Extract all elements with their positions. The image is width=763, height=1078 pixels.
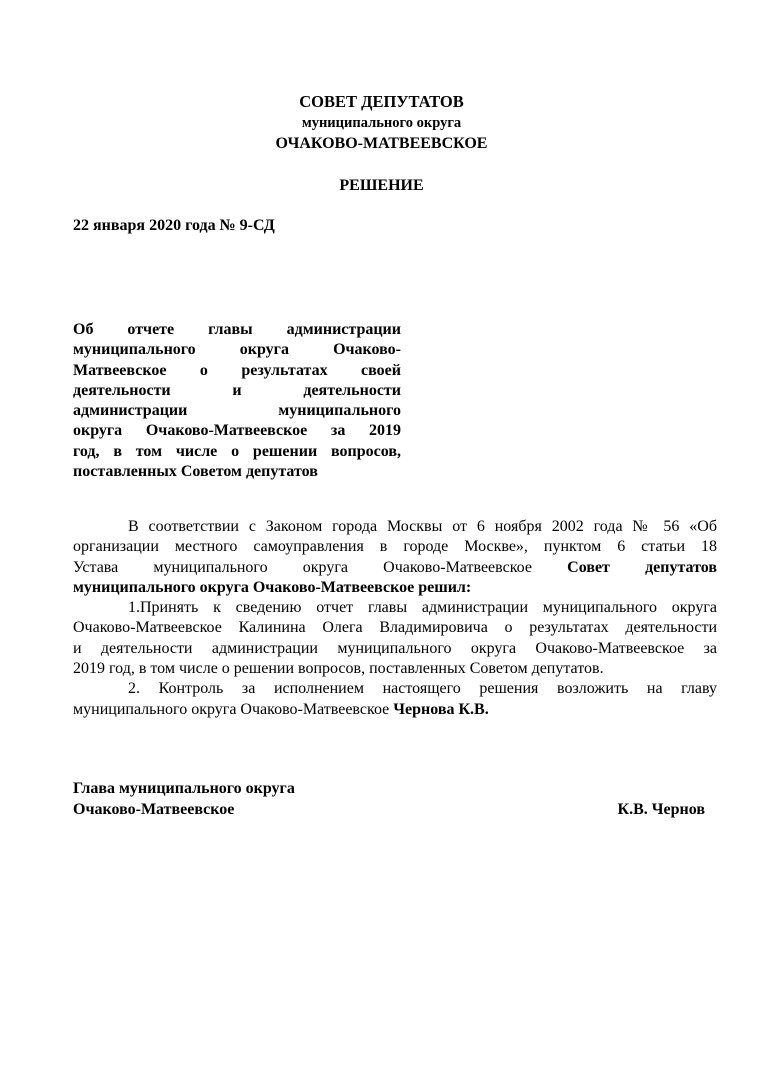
preamble-text: Устава муниципального округа Очаково-Матвеевское — [73, 558, 532, 576]
signature-row — [73, 799, 705, 820]
preamble-line: В соответствии с Законом города Москвы от 6 ноября 2002 года № 56 «Об — [128, 518, 717, 535]
subject-line: Матвеевское о результатах своей — [73, 361, 401, 379]
subject-line: Об отчете главы администрации — [73, 321, 401, 338]
subject-line: округа Очаково-Матвеевское за 2019 — [73, 422, 401, 440]
subject-line: поставленных Советом депутатов — [73, 463, 318, 481]
signatory-district: Очаково-Матвеевское — [73, 801, 235, 818]
organization-subtitle: муниципального округа — [301, 115, 462, 131]
document-type: РЕШЕНИЕ — [339, 177, 424, 194]
decision-subject — [73, 320, 401, 482]
preamble-line-mixed — [73, 558, 717, 578]
signature-block — [73, 778, 705, 820]
item1-line: 2019 год, в том числе о решении вопросов, поставленных Советом депутатов. — [73, 660, 604, 678]
subject-line: деятельности и деятельности — [73, 381, 401, 399]
item1-line: и деятельности администрации муниципального округа Очаково-Матвеевское за — [73, 639, 717, 657]
subject-line: администрации муниципального — [73, 402, 401, 420]
preamble-line: организации местного самоуправления в городе Москве», пунктом 6 статьи 18 — [73, 538, 717, 556]
district-name: ОЧАКОВО-МАТВЕЕВСКОЕ — [275, 135, 488, 152]
decision-body — [73, 517, 717, 720]
responsible-person: Чернова К.В. — [393, 700, 489, 718]
item2-last-line — [73, 700, 717, 720]
signatory-title: Глава муниципального округа — [73, 780, 295, 797]
item2-text: муниципального округа Очаково-Матвеевское — [73, 700, 390, 718]
item1-line: Очаково-Матвеевское Калинина Олега Владимировича о результатах деятельности — [73, 619, 717, 637]
item2-line: 2. Контроль за исполнением настоящего решения возложить на главу — [128, 680, 717, 698]
item1-line: 1.Принять к сведению отчет главы администрации муниципального округа — [128, 599, 717, 617]
signature-row — [73, 778, 705, 799]
organization-title: СОВЕТ ДЕПУТАТОВ — [299, 92, 464, 111]
date-and-number: 22 января 2020 года № 9-СД — [73, 217, 275, 234]
signatory-name: К.В. Чернов — [617, 801, 705, 818]
council-name: Совет депутатов — [567, 558, 718, 576]
preamble-decided: муниципального округа Очаково-Матвеевское решил: — [73, 578, 472, 596]
subject-line: год, в том числе о решении вопросов, — [73, 442, 401, 460]
subject-line: муниципального округа Очаково- — [73, 341, 401, 359]
